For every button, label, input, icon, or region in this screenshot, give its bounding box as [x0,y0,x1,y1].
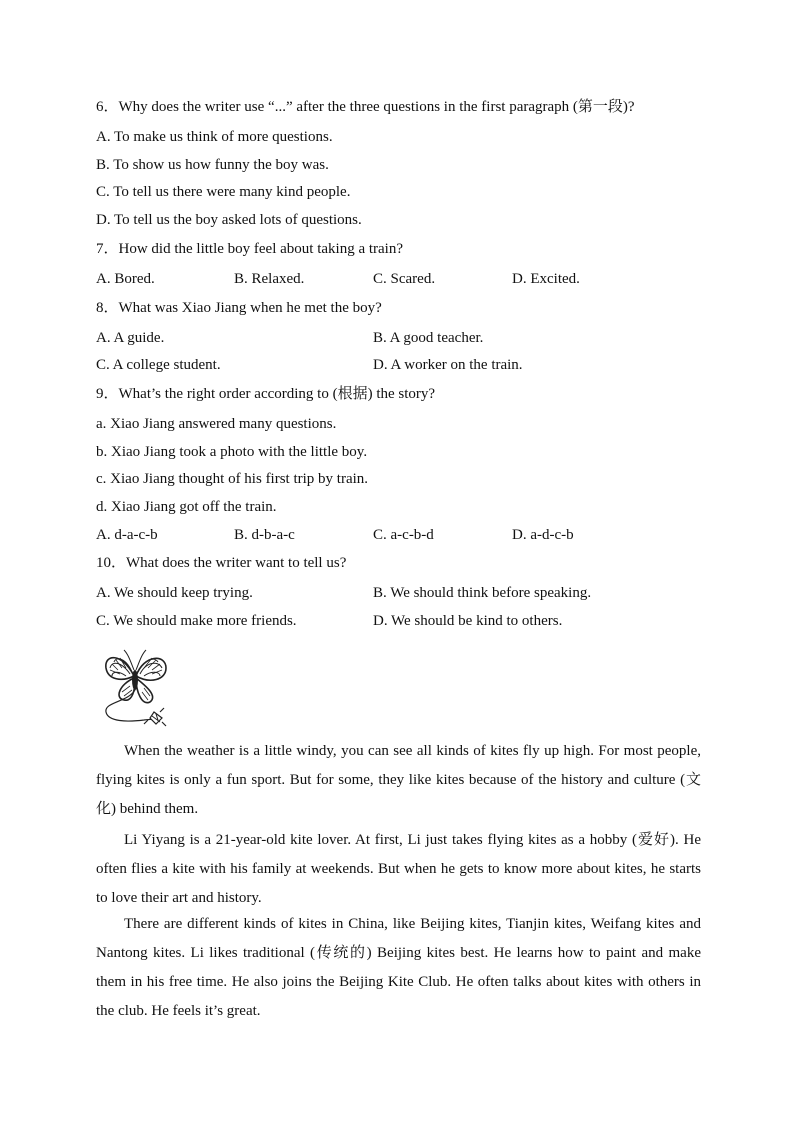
kite-icon [100,646,172,728]
q8-options-row2 [96,356,716,374]
q7-stem: 7．How did the little boy feel about taking a train? [96,241,404,257]
q10-option-c: C. We should make more friends. [96,613,297,629]
q9-event-c: c. Xiao Jiang thought of his first trip by train. [96,471,369,487]
q10-stem: 10．What does the writer want to tell us? [96,555,347,571]
passage-paragraph-2: Li Yiyang is a 21-year-old kite lover. At first, Li just takes flying kites as a hobby (爱好). He often flies a kite with his family at weekends. But when he gets to know more about kites, he starts to love their art and history. [96,832,701,906]
q6-option-d: D. To tell us the boy asked lots of questions. [96,212,362,228]
q6-stem: 6．Why does the writer use “...” after the three questions in the first paragraph (第一段)? [96,99,635,115]
q7-option-b: B. Relaxed. [234,271,305,287]
q7-option-c: C. Scared. [373,271,436,287]
q7-options [96,270,716,288]
q6-option-c: C. To tell us there were many kind people. [96,184,351,200]
q9-option-a: A. d-a-c-b [96,527,158,543]
q9-event-d: d. Xiao Jiang got off the train. [96,499,277,515]
q6-option-a: A. To make us think of more questions. [96,129,333,145]
passage-paragraph-3: There are different kinds of kites in China, like Beijing kites, Tianjin kites, Weifang kites and Nantong kites. Li likes traditional (传统的) Beijing kites best. He learns how to paint and make them in his free time. He also joins the Beijing Kite Club. He often talks about kites with others in the club. He feels it’s great. [96,916,701,1019]
q7-option-d: D. Excited. [512,271,580,287]
q9-event-a: a. Xiao Jiang answered many questions. [96,416,337,432]
q10-option-a: A. We should keep trying. [96,585,253,601]
q8-options-row1 [96,329,716,347]
q6-option-b: B. To show us how funny the boy was. [96,157,329,173]
q7-option-a: A. Bored. [96,271,155,287]
q10-option-b: B. We should think before speaking. [373,585,592,601]
passage-paragraph-1: When the weather is a little windy, you can see all kinds of kites fly up high. For most people, flying kites is only a fun sport. But for some, they like kites because of the history and culture (文化) behind them. [96,743,701,817]
q10-option-d: D. We should be kind to others. [373,613,563,629]
q9-option-d: D. a-d-c-b [512,527,574,543]
q8-stem: 8．What was Xiao Jiang when he met the boy? [96,300,382,316]
q9-event-b: b. Xiao Jiang took a photo with the little boy. [96,444,368,460]
q8-option-c: C. A college student. [96,357,221,373]
q9-option-c: C. a-c-b-d [373,527,434,543]
q8-option-b: B. A good teacher. [373,330,484,346]
q10-options-row2 [96,612,716,630]
q9-stem: 9．What’s the right order according to (根据) the story? [96,386,436,402]
q8-option-d: D. A worker on the train. [373,357,523,373]
q9-option-b: B. d-b-a-c [234,527,295,543]
q8-option-a: A. A guide. [96,330,165,346]
q9-options [96,526,716,544]
q10-options-row1 [96,584,716,602]
